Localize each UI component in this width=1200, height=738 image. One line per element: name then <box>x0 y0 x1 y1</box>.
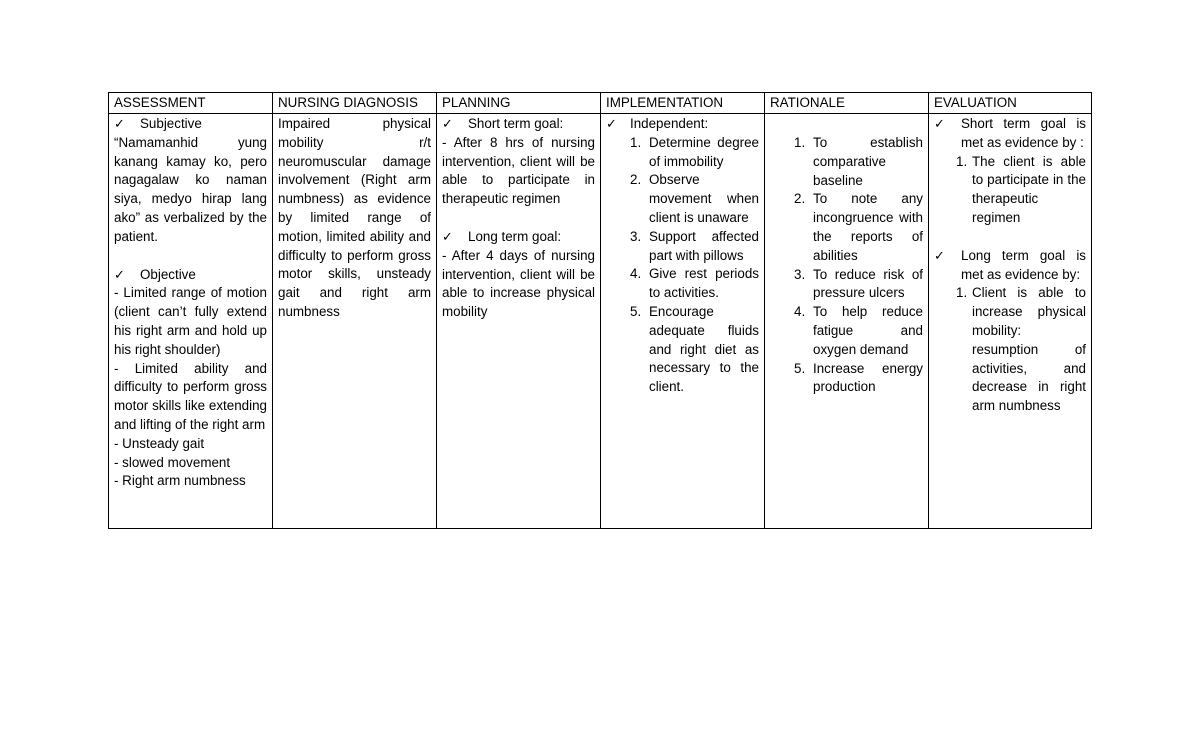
list-item: 1. Determine degree of immobility <box>630 134 759 169</box>
checkmark-icon: ✓ <box>442 116 453 131</box>
header-assessment: ASSESSMENT <box>109 93 273 114</box>
header-implementation: IMPLEMENTATION <box>601 93 765 114</box>
long-term-evaluation-list <box>934 284 1086 416</box>
list-item: 1. Client is able to increase physical mobility: resumption of activities, and decrease in right arm numbness <box>956 285 1086 414</box>
list-item: 1. To establish comparative baseline <box>794 135 923 188</box>
long-term-evaluation <box>934 247 1086 285</box>
implementation-cell <box>601 114 765 529</box>
header-row <box>109 93 1092 114</box>
checkmark-icon: ✓ <box>934 116 945 131</box>
list-item: 4. Give rest periods to activities. <box>630 266 759 301</box>
checkmark-icon: ✓ <box>114 266 125 282</box>
independent-heading <box>606 115 759 134</box>
long-term-evaluation-text: Long term goal is met as evidence by: <box>961 247 1086 282</box>
short-term-goal-heading <box>442 115 595 134</box>
long-term-goal-heading <box>442 228 595 247</box>
content-row <box>109 114 1092 529</box>
subjective-heading <box>114 115 267 134</box>
long-term-goal-text: - After 4 days of nursing intervention, client will be able to increase physical mobility <box>442 247 595 320</box>
short-term-goal-label: Short term goal: <box>468 116 564 131</box>
list-item: 4. To help reduce fatigue and oxygen demand <box>794 304 923 357</box>
subjective-label: Subjective <box>140 116 202 131</box>
header-planning: PLANNING <box>437 93 601 114</box>
checkmark-icon: ✓ <box>114 116 125 131</box>
header-evaluation: EVALUATION <box>929 93 1092 114</box>
checkmark-icon: ✓ <box>606 116 617 131</box>
rationale-cell <box>765 114 929 529</box>
list-item: 3. Support affected part with pillows <box>630 228 759 263</box>
objective-item: - slowed movement <box>114 454 231 470</box>
intervention-list <box>606 134 759 397</box>
diagnosis-cell <box>273 114 437 529</box>
checkmark-icon: ✓ <box>934 247 945 263</box>
nursing-care-plan-table <box>108 92 1092 529</box>
objective-item: - Unsteady gait <box>114 435 205 451</box>
rationale-list <box>770 134 923 397</box>
objective-item: - Limited range of motion (client can’t fully extend his right arm and hold up his right shoulder) <box>114 285 267 357</box>
list-item: 1. The client is able to participate in the therapeutic regimen <box>956 153 1086 225</box>
objective-heading <box>114 266 267 285</box>
objective-label: Objective <box>140 266 196 282</box>
list-item: 2. To note any incongruence with the reports of abilities <box>794 191 923 263</box>
list-item: 5. Encourage adequate fluids and right diet as necessary to the client. <box>630 303 759 395</box>
short-term-evaluation-list <box>934 153 1086 228</box>
header-nursing-diagnosis: NURSING DIAGNOSIS <box>273 93 437 114</box>
objective-item: - Limited ability and difficulty to perform gross motor skills like extending and lifting of the right arm <box>114 360 267 432</box>
header-rationale: RATIONALE <box>765 93 929 114</box>
list-item: 2. Observe movement when client is unaware <box>630 172 759 225</box>
list-item: 3. To reduce risk of pressure ulcers <box>794 266 923 301</box>
planning-cell <box>437 114 601 529</box>
long-term-goal-label: Long term goal: <box>468 228 562 244</box>
list-item: 5. Increase energy production <box>794 360 923 395</box>
short-term-evaluation-text: Short term goal is met as evidence by : <box>961 116 1086 150</box>
assessment-cell <box>109 114 273 529</box>
short-term-goal-text: - After 8 hrs of nursing intervention, client will be able to participate in therapeutic regimen <box>442 134 595 207</box>
short-term-evaluation <box>934 115 1086 153</box>
subjective-quote: “Namamanhid yung kanang kamay ko, pero nagagalaw ko naman siya, medyo hirap lang ako” as verbalized by the patient. <box>114 134 267 244</box>
diagnosis-text: Impaired physical mobility r/t neuromuscular damage involvement (Right arm numbness) as evidence by limited range of motion, limited ability and difficulty to perform gross motor skills, unsteady gait and right arm numbness <box>278 116 431 319</box>
checkmark-icon: ✓ <box>442 228 453 244</box>
objective-item: - Right arm numbness <box>114 473 246 489</box>
evaluation-cell <box>929 114 1092 529</box>
independent-label: Independent: <box>630 116 709 131</box>
